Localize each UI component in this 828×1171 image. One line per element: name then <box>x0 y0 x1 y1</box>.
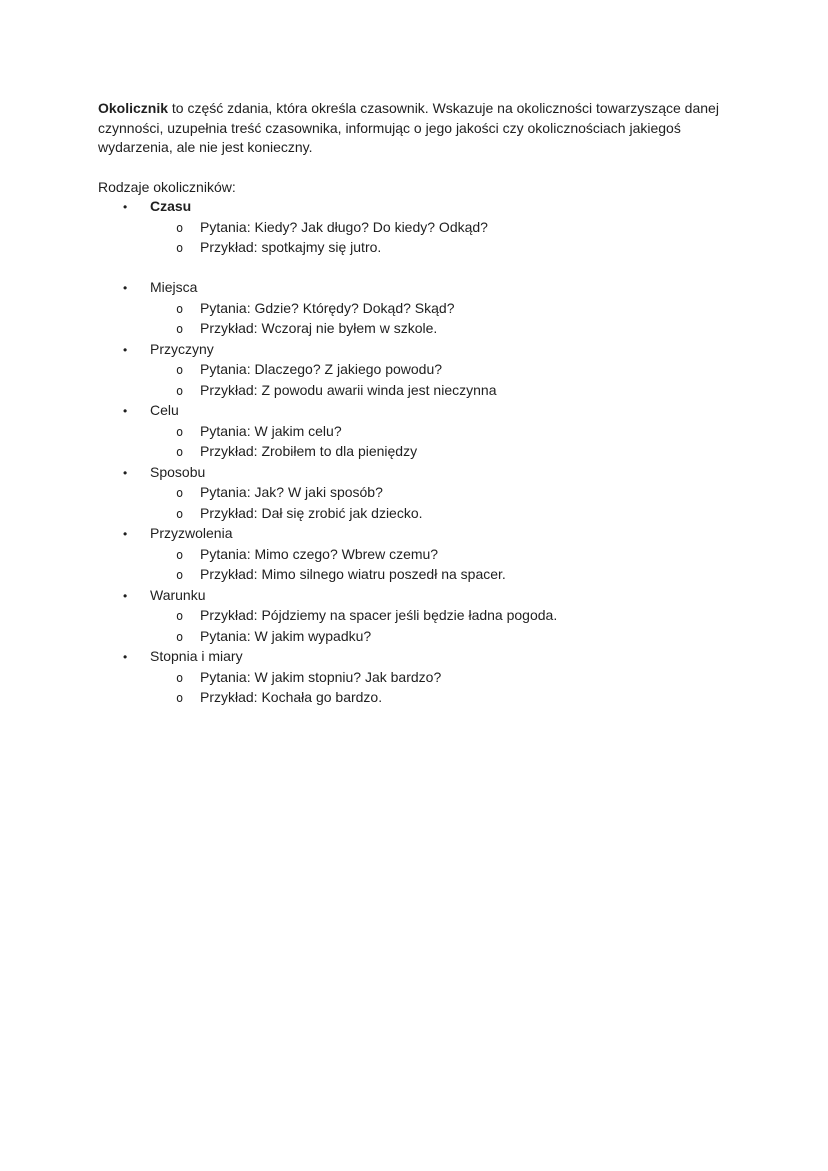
sub-list-item-text: Pytania: W jakim celu? <box>200 422 342 439</box>
sub-list-item <box>98 442 730 463</box>
list-item-row <box>98 278 730 299</box>
sub-list-item <box>98 319 730 340</box>
list-item-row <box>98 401 730 422</box>
sub-list-item <box>98 381 730 402</box>
sub-items <box>98 606 730 647</box>
bullet-icon: • <box>123 527 128 541</box>
sub-list-item <box>98 627 730 648</box>
sub-items <box>98 218 730 259</box>
circle-bullet-icon: o <box>176 609 184 623</box>
list-item <box>98 340 730 402</box>
list-item <box>98 401 730 463</box>
sub-list-item <box>98 299 730 320</box>
sub-list-item-text: Pytania: W jakim wypadku? <box>200 627 372 644</box>
sub-list-item <box>98 606 730 627</box>
sub-list-item-text: Pytania: Mimo czego? Wbrew czemu? <box>200 545 439 562</box>
circle-bullet-icon: o <box>176 322 184 336</box>
list-item-label: Przyczyny <box>150 340 214 357</box>
bullet-icon: • <box>123 281 128 295</box>
circle-bullet-icon: o <box>176 486 184 500</box>
sub-list-item-text: Pytania: Jak? W jaki sposób? <box>200 484 383 500</box>
bullet-icon: • <box>123 650 128 664</box>
circle-bullet-icon: o <box>176 363 184 377</box>
list-item <box>98 197 730 259</box>
sub-list-item-text: Przykład: Wczoraj nie byłem w szkole. <box>200 320 438 336</box>
sub-items <box>98 360 730 401</box>
sub-items <box>98 483 730 524</box>
bullet-icon: • <box>123 342 128 357</box>
sub-items <box>98 299 730 340</box>
bullet-icon: • <box>123 588 128 603</box>
bullet-icon: • <box>123 200 128 214</box>
intro-text: to część zdania, która określa czasownik. Wskazuje na okoliczności towarzyszące danej czynności, uzupełnia treść czasownika, informując o jego jakości czy okolicznościach jakiegoś wydarzenia, ale nie jest konieczny. <box>98 100 719 155</box>
list-item <box>98 524 730 586</box>
circle-bullet-icon: o <box>176 629 184 644</box>
sub-list-item-text: Pytania: W jakim stopniu? Jak bardzo? <box>200 668 442 685</box>
sub-items <box>98 545 730 586</box>
list-item-label: Miejsca <box>150 279 198 295</box>
list-item <box>98 278 730 340</box>
sub-list-item <box>98 668 730 689</box>
list-item-row <box>98 586 730 607</box>
list-item-row <box>98 647 730 668</box>
circle-bullet-icon: o <box>176 568 184 582</box>
sub-list-item-text: Pytania: Dlaczego? Z jakiego powodu? <box>200 361 443 377</box>
sub-list-item-text: Przykład: Dał się zrobić jak dziecko. <box>200 504 423 521</box>
sub-list-item-text: Przykład: Z powodu awarii winda jest nieczynna <box>200 381 497 398</box>
list-item-label: Celu <box>150 402 179 418</box>
circle-bullet-icon: o <box>176 220 184 235</box>
sub-list-item-text: Przykład: Zrobiłem to dla pieniędzy <box>200 443 418 459</box>
sub-list-item <box>98 238 730 259</box>
sub-list-item-text: Przykład: Pójdziemy na spacer jeśli będzie ładna pogoda. <box>200 607 558 623</box>
list-item-label: Stopnia i miary <box>150 648 243 664</box>
list-item <box>98 586 730 648</box>
list-item-row <box>98 463 730 484</box>
circle-bullet-icon: o <box>176 383 184 398</box>
bullet-icon: • <box>123 404 128 418</box>
circle-bullet-icon: o <box>176 445 184 459</box>
sub-list-item <box>98 422 730 443</box>
sub-list-item-text: Przykład: Kochała go bardzo. <box>200 689 383 705</box>
list-heading: Rodzaje okoliczników: <box>98 178 236 195</box>
sub-list-item <box>98 504 730 525</box>
circle-bullet-icon: o <box>176 301 184 316</box>
sub-list-item-text: Przykład: Mimo silnego wiatru poszedł na spacer. <box>200 566 506 582</box>
circle-bullet-icon: o <box>176 670 184 685</box>
circle-bullet-icon: o <box>176 424 184 439</box>
list-item-row <box>98 340 730 361</box>
sub-list-item <box>98 688 730 709</box>
circle-bullet-icon: o <box>176 547 184 562</box>
sub-list-item <box>98 483 730 504</box>
sub-list-item <box>98 360 730 381</box>
circle-bullet-icon: o <box>176 506 184 521</box>
list-item <box>98 647 730 709</box>
sub-list-item <box>98 565 730 586</box>
list-item-row <box>98 197 730 218</box>
sub-items <box>98 668 730 709</box>
bullet-icon: • <box>123 465 128 480</box>
circle-bullet-icon: o <box>176 691 184 705</box>
sub-list-item <box>98 218 730 239</box>
list-item-label: Sposobu <box>150 463 206 480</box>
circle-bullet-icon: o <box>176 241 184 255</box>
adverbial-types-list <box>98 197 730 709</box>
list-item-row <box>98 524 730 545</box>
list-item-label: Czasu <box>150 198 192 214</box>
intro-paragraph <box>98 99 730 158</box>
sub-list-item <box>98 545 730 566</box>
sub-list-item-text: Przykład: spotkajmy się jutro. <box>200 239 382 255</box>
sub-list-item-text: Pytania: Gdzie? Którędy? Dokąd? Skąd? <box>200 299 455 316</box>
sub-list-item-text: Pytania: Kiedy? Jak długo? Do kiedy? Odkąd? <box>200 218 488 235</box>
intro-lead-term: Okolicznik <box>98 100 169 116</box>
sub-items <box>98 422 730 463</box>
list-item <box>98 463 730 525</box>
list-item-label: Warunku <box>150 586 206 603</box>
list-item-label: Przyzwolenia <box>150 525 233 541</box>
